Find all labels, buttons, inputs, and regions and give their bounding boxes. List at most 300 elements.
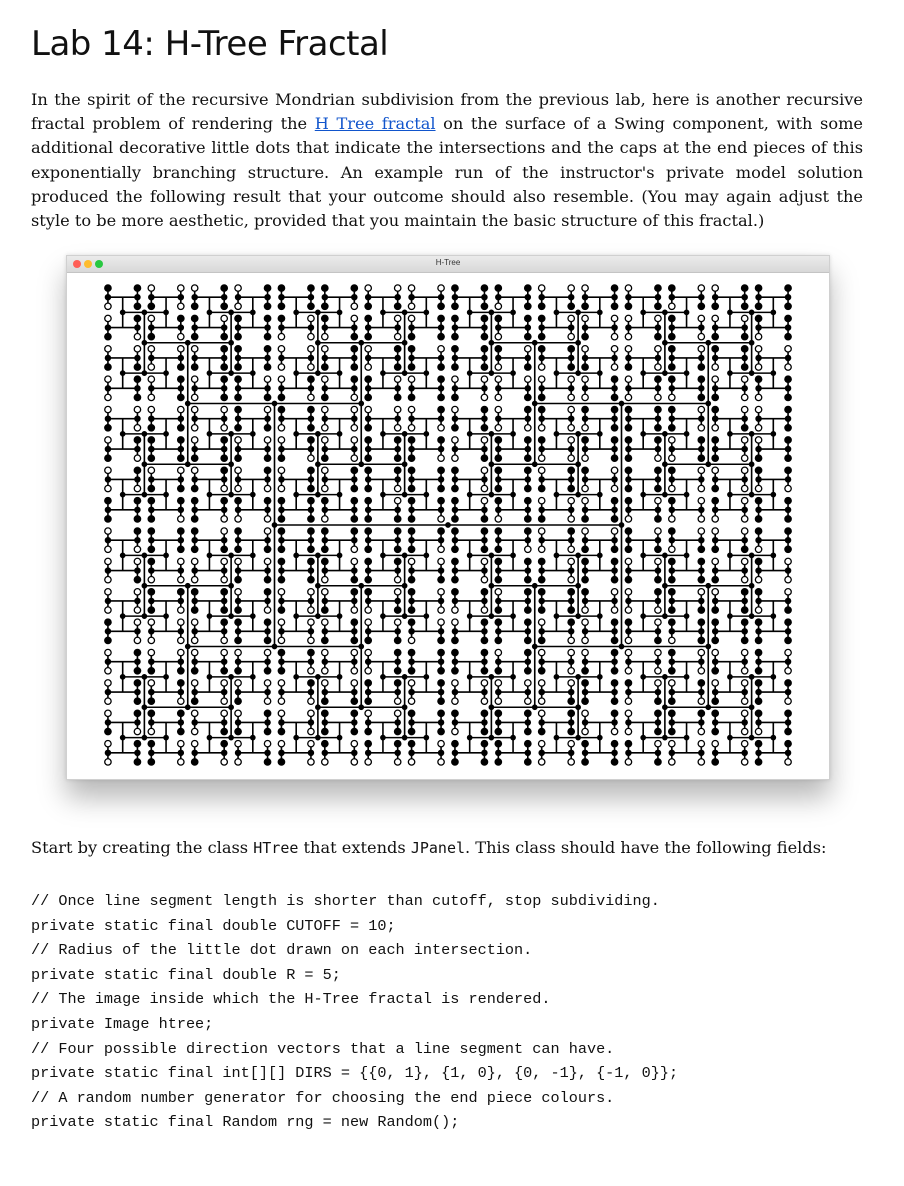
htree-dot-filled xyxy=(438,376,444,382)
htree-dot-filled xyxy=(611,741,617,747)
htree-dot-hollow xyxy=(655,364,661,370)
htree-dot-hollow xyxy=(538,546,544,552)
htree-dot-filled xyxy=(134,498,140,504)
htree-dot-filled xyxy=(149,446,154,451)
htree-dot-filled xyxy=(742,598,747,603)
htree-dot-filled xyxy=(539,295,544,300)
htree-dot-hollow xyxy=(105,649,111,655)
htree-dot-filled xyxy=(222,629,227,634)
htree-dot-filled xyxy=(626,659,631,664)
htree-dot-filled xyxy=(626,750,631,755)
htree-dot-filled xyxy=(655,689,660,694)
htree-dot-filled xyxy=(351,498,357,504)
htree-dot-filled xyxy=(438,386,443,391)
htree-dot-filled xyxy=(669,538,674,543)
htree-dot-filled xyxy=(655,507,660,512)
htree-dot-filled xyxy=(308,295,313,300)
htree-dot-filled xyxy=(489,614,493,618)
htree-dot-hollow xyxy=(351,607,357,613)
htree-dot-filled xyxy=(582,516,588,522)
htree-dot-filled xyxy=(178,295,183,300)
htree-dot-hollow xyxy=(134,346,140,352)
htree-dot-filled xyxy=(625,364,631,370)
htree-dot-filled xyxy=(352,568,357,573)
htree-dot-filled xyxy=(496,355,501,360)
htree-dot-hollow xyxy=(178,406,184,412)
htree-dot-hollow xyxy=(582,315,588,321)
htree-dot-filled xyxy=(149,325,154,330)
htree-dot-filled xyxy=(756,446,761,451)
htree-dot-filled xyxy=(438,485,444,491)
htree-dot-filled xyxy=(322,607,328,613)
htree-dot-filled xyxy=(272,401,276,405)
htree-dot-hollow xyxy=(105,303,111,309)
htree-dot-filled xyxy=(699,295,704,300)
htree-dot-hollow xyxy=(698,649,704,655)
htree-dot-filled xyxy=(351,364,357,370)
htree-dot-filled xyxy=(452,659,457,664)
htree-dot-hollow xyxy=(785,346,791,352)
htree-dot-filled xyxy=(148,333,154,339)
htree-dot-filled xyxy=(611,425,617,431)
htree-dot-hollow xyxy=(655,680,661,686)
htree-dot-filled xyxy=(684,432,688,436)
htree-dot-hollow xyxy=(394,710,400,716)
htree-dot-filled xyxy=(741,303,747,309)
htree-dot-filled xyxy=(366,507,371,512)
htree-dot-filled xyxy=(611,759,617,765)
htree-dot-filled xyxy=(669,689,674,694)
htree-dot-filled xyxy=(452,750,457,755)
htree-dot-filled xyxy=(625,455,631,461)
htree-dot-filled xyxy=(452,485,458,491)
htree-dot-filled xyxy=(381,675,385,679)
window-title: H-Tree xyxy=(435,258,461,267)
htree-dot-filled xyxy=(164,675,168,679)
htree-dot-filled xyxy=(135,355,140,360)
htree-dot-filled xyxy=(365,528,371,534)
htree-dot-filled xyxy=(235,598,240,603)
htree-dot-filled xyxy=(538,303,544,309)
htree-dot-hollow xyxy=(495,680,501,686)
htree-dot-filled xyxy=(105,455,111,461)
htree-dot-hollow xyxy=(755,546,761,552)
htree-dot-filled xyxy=(322,546,328,552)
htree-dot-hollow xyxy=(712,528,718,534)
intro-paragraph xyxy=(31,88,863,233)
htree-dot-filled xyxy=(251,492,255,496)
htree-dot-hollow xyxy=(235,589,241,595)
htree-dot-filled xyxy=(481,589,487,595)
htree-dot-filled xyxy=(294,614,298,618)
htree-dot-hollow xyxy=(264,649,270,655)
htree-dot-hollow xyxy=(178,333,184,339)
htree-dot-filled xyxy=(191,498,197,504)
htree-dot-filled xyxy=(569,659,574,664)
htree-dot-filled xyxy=(569,629,574,634)
htree-dot-hollow xyxy=(755,346,761,352)
htree-dot-filled xyxy=(365,485,371,491)
htree-dot-filled xyxy=(164,310,168,314)
htree-dot-filled xyxy=(222,477,227,482)
htree-dot-filled xyxy=(408,364,414,370)
htree-dot-filled xyxy=(742,386,747,391)
htree-dot-filled xyxy=(221,303,227,309)
htree-dot-filled xyxy=(366,295,371,300)
htree-dot-filled xyxy=(322,598,327,603)
htree-dot-hollow xyxy=(191,394,197,400)
htree-dot-filled xyxy=(554,310,558,314)
htree-dot-filled xyxy=(366,446,371,451)
htree-dot-filled xyxy=(641,371,645,375)
htree-dot-filled xyxy=(402,705,406,709)
htree-dot-hollow xyxy=(178,607,184,613)
htree-dot-hollow xyxy=(712,364,718,370)
htree-dot-filled xyxy=(229,310,233,314)
htree-dot-hollow xyxy=(741,649,747,655)
htree-dot-filled xyxy=(525,446,530,451)
htree-dot-filled xyxy=(452,325,457,330)
htree-dot-hollow xyxy=(625,607,631,613)
htree-dot-filled xyxy=(495,576,501,582)
htree-dot-filled xyxy=(279,477,284,482)
htree-dot-filled xyxy=(582,477,587,482)
htree-dot-filled xyxy=(755,315,761,321)
htree-dot-filled xyxy=(308,355,313,360)
htree-dot-filled xyxy=(728,675,732,679)
htree-dot-filled xyxy=(409,416,414,421)
htree-dot-filled xyxy=(408,467,414,473)
htree-dot-filled xyxy=(525,759,531,765)
htree-dot-hollow xyxy=(785,576,791,582)
htree-dot-filled xyxy=(438,498,444,504)
htree-dot-filled xyxy=(351,637,357,643)
htree-dot-filled xyxy=(395,355,400,360)
htree-dot-filled xyxy=(142,371,146,375)
htree-dot-filled xyxy=(582,437,588,443)
htree-dot-filled xyxy=(229,705,233,709)
htree-dot-filled xyxy=(178,315,184,321)
htree-dot-hollow xyxy=(322,437,328,443)
htree-dot-filled xyxy=(381,371,385,375)
htree-dot-filled xyxy=(438,680,444,686)
htree-dot-filled xyxy=(785,467,791,473)
htree-dot-filled xyxy=(496,538,501,543)
htree-dot-filled xyxy=(655,546,661,552)
htree-dot-filled xyxy=(207,735,211,739)
htree-dot-filled xyxy=(582,589,588,595)
htree-dot-filled xyxy=(395,446,400,451)
htree-dot-filled xyxy=(120,432,124,436)
htree-dot-filled xyxy=(684,553,688,557)
htree-dot-filled xyxy=(294,432,298,436)
htree-dot-filled xyxy=(525,741,531,747)
htree-dot-hollow xyxy=(582,528,588,534)
htree-dot-hollow xyxy=(105,589,111,595)
htree-dot-filled xyxy=(452,629,457,634)
htree-dot-hollow xyxy=(452,376,458,382)
htree-dot-filled xyxy=(105,355,110,360)
htree-dot-filled xyxy=(438,467,444,473)
htree-dot-filled xyxy=(365,558,371,564)
htree-dot-filled xyxy=(612,477,617,482)
htree-dot-filled xyxy=(148,546,154,552)
htree-dot-hollow xyxy=(582,346,588,352)
htree-dot-filled xyxy=(337,614,341,618)
htree-dot-filled xyxy=(611,637,617,643)
htree-dot-hollow xyxy=(308,710,314,716)
htree-dot-filled xyxy=(395,689,400,694)
htree-dot-filled xyxy=(178,394,184,400)
htree-dot-hollow xyxy=(712,741,718,747)
htree-dot-filled xyxy=(278,498,284,504)
htree-dot-filled xyxy=(539,477,544,482)
htree-dot-hollow xyxy=(568,437,574,443)
htree-dot-filled xyxy=(525,416,530,421)
htree-dot-filled xyxy=(582,446,587,451)
htree-dot-filled xyxy=(712,406,718,412)
htree-dot-filled xyxy=(511,735,515,739)
htree-dot-filled xyxy=(149,477,154,482)
htree-dot-filled xyxy=(698,576,704,582)
htree-dot-filled xyxy=(438,325,443,330)
htree-dot-filled xyxy=(265,477,270,482)
htree-dot-filled xyxy=(569,355,574,360)
htree-dot-filled xyxy=(539,446,544,451)
htree-dot-filled xyxy=(452,425,458,431)
htree-dot-filled xyxy=(481,619,487,625)
htree-dot-hollow xyxy=(278,437,284,443)
htree-dot-filled xyxy=(365,425,371,431)
htree-dot-filled xyxy=(712,710,718,716)
class-name-jpanel: JPanel xyxy=(410,839,466,857)
htree-dot-filled xyxy=(576,310,580,314)
htree-dot-hollow xyxy=(408,759,414,765)
h-tree-fractal-link[interactable]: H Tree fractal xyxy=(314,114,436,134)
htree-dot-hollow xyxy=(568,576,574,582)
htree-dot-filled xyxy=(105,629,110,634)
htree-dot-filled xyxy=(395,598,400,603)
htree-dot-hollow xyxy=(655,741,661,747)
htree-dot-hollow xyxy=(481,558,487,564)
htree-dot-filled xyxy=(598,492,602,496)
htree-dot-filled xyxy=(308,406,314,412)
htree-dot-filled xyxy=(322,315,328,321)
htree-dot-filled xyxy=(278,759,284,765)
htree-dot-filled xyxy=(663,341,667,345)
htree-dot-hollow xyxy=(495,649,501,655)
htree-dot-hollow xyxy=(221,315,227,321)
htree-dot-filled xyxy=(749,614,753,618)
htree-dot-filled xyxy=(582,333,588,339)
htree-dot-hollow xyxy=(538,680,544,686)
htree-dot-hollow xyxy=(481,437,487,443)
htree-dot-filled xyxy=(352,750,357,755)
htree-dot-filled xyxy=(178,546,184,552)
htree-dot-hollow xyxy=(278,376,284,382)
htree-dot-filled xyxy=(712,485,718,491)
htree-dot-hollow xyxy=(712,315,718,321)
htree-dot-filled xyxy=(612,507,617,512)
htree-dot-hollow xyxy=(235,649,241,655)
htree-dot-hollow xyxy=(105,680,111,686)
code-block xyxy=(31,889,678,1135)
htree-dot-hollow xyxy=(495,589,501,595)
htree-dot-filled xyxy=(525,295,530,300)
htree-dot-filled xyxy=(669,346,675,352)
htree-dot-filled xyxy=(538,437,544,443)
htree-dot-hollow xyxy=(264,607,270,613)
htree-dot-filled xyxy=(365,741,371,747)
htree-dot-hollow xyxy=(191,619,197,625)
htree-dot-filled xyxy=(409,568,414,573)
htree-dot-filled xyxy=(582,598,587,603)
htree-dot-hollow xyxy=(221,576,227,582)
htree-dot-hollow xyxy=(365,668,371,674)
htree-dot-hollow xyxy=(221,558,227,564)
htree-dot-filled xyxy=(279,568,284,573)
htree-dot-filled xyxy=(538,589,544,595)
htree-dot-filled xyxy=(525,406,531,412)
htree-dot-filled xyxy=(142,341,146,345)
htree-dot-filled xyxy=(235,659,240,664)
htree-dot-filled xyxy=(625,425,631,431)
htree-dot-filled xyxy=(482,568,487,573)
htree-dot-filled xyxy=(365,576,371,582)
htree-dot-filled xyxy=(272,523,276,527)
htree-dot-hollow xyxy=(278,619,284,625)
htree-dot-hollow xyxy=(438,589,444,595)
htree-dot-filled xyxy=(481,759,487,765)
htree-dot-hollow xyxy=(221,516,227,522)
htree-dot-hollow xyxy=(105,546,111,552)
htree-dot-filled xyxy=(359,584,363,588)
htree-dot-filled xyxy=(706,462,710,466)
htree-dot-hollow xyxy=(105,437,111,443)
htree-dot-hollow xyxy=(191,376,197,382)
htree-dot-hollow xyxy=(625,315,631,321)
htree-dot-filled xyxy=(365,303,371,309)
htree-dot-hollow xyxy=(264,528,270,534)
htree-dot-filled xyxy=(525,538,530,543)
htree-dot-filled xyxy=(598,553,602,557)
htree-dot-filled xyxy=(221,285,227,291)
htree-dot-hollow xyxy=(495,376,501,382)
htree-dot-filled xyxy=(785,315,791,321)
htree-dot-filled xyxy=(395,629,400,634)
htree-dot-filled xyxy=(669,416,674,421)
htree-dot-hollow xyxy=(365,607,371,613)
htree-dot-filled xyxy=(438,416,443,421)
htree-dot-filled xyxy=(308,376,314,382)
htree-dot-hollow xyxy=(134,485,140,491)
htree-dot-hollow xyxy=(785,364,791,370)
htree-dot-filled xyxy=(684,675,688,679)
htree-dot-filled xyxy=(582,467,588,473)
htree-dot-hollow xyxy=(178,698,184,704)
htree-dot-filled xyxy=(438,659,443,664)
htree-dot-filled xyxy=(525,629,530,634)
htree-dot-filled xyxy=(626,416,631,421)
htree-dot-hollow xyxy=(669,680,675,686)
htree-dot-filled xyxy=(576,553,580,557)
htree-dot-filled xyxy=(482,295,487,300)
htree-dot-filled xyxy=(482,659,487,664)
htree-dot-filled xyxy=(496,598,501,603)
htree-dot-filled xyxy=(409,355,414,360)
htree-dot-filled xyxy=(135,477,140,482)
htree-dot-filled xyxy=(452,467,458,473)
htree-dot-filled xyxy=(569,689,574,694)
htree-dot-filled xyxy=(481,741,487,747)
htree-dot-filled xyxy=(568,728,574,734)
htree-dot-filled xyxy=(394,741,400,747)
htree-dot-filled xyxy=(525,589,531,595)
htree-dot-filled xyxy=(655,467,661,473)
htree-dot-filled xyxy=(612,568,617,573)
htree-dot-filled xyxy=(265,538,270,543)
htree-dot-filled xyxy=(149,750,154,755)
htree-dot-filled xyxy=(728,614,732,618)
htree-dot-filled xyxy=(669,629,674,634)
htree-dot-filled xyxy=(366,538,371,543)
htree-dot-filled xyxy=(251,432,255,436)
code-line: // Once line segment length is shorter than cutoff, stop subdividing. xyxy=(31,892,660,910)
lead-text-middle: that extends xyxy=(298,838,411,857)
htree-dot-filled xyxy=(511,614,515,618)
htree-dot-hollow xyxy=(669,455,675,461)
htree-dot-hollow xyxy=(221,680,227,686)
htree-dot-filled xyxy=(191,668,197,674)
htree-dot-filled xyxy=(495,485,501,491)
htree-dot-hollow xyxy=(438,285,444,291)
htree-dot-hollow xyxy=(278,710,284,716)
htree-dot-filled xyxy=(625,437,631,443)
htree-dot-hollow xyxy=(452,680,458,686)
htree-dot-hollow xyxy=(105,315,111,321)
htree-dot-hollow xyxy=(394,406,400,412)
htree-dot-filled xyxy=(495,637,501,643)
htree-dot-filled xyxy=(192,507,197,512)
htree-dot-filled xyxy=(105,659,110,664)
htree-dot-hollow xyxy=(264,376,270,382)
htree-dot-filled xyxy=(626,598,631,603)
htree-dot-filled xyxy=(402,432,406,436)
htree-dot-filled xyxy=(366,477,371,482)
htree-dot-filled xyxy=(482,538,487,543)
htree-dot-filled xyxy=(279,416,284,421)
htree-dot-filled xyxy=(741,364,747,370)
htree-dot-hollow xyxy=(278,485,284,491)
htree-dot-filled xyxy=(713,446,718,451)
htree-dot-filled xyxy=(164,614,168,618)
htree-dot-filled xyxy=(235,619,241,625)
htree-dot-hollow xyxy=(191,649,197,655)
htree-dot-hollow xyxy=(148,637,154,643)
htree-dot-hollow xyxy=(525,698,531,704)
htree-dot-filled xyxy=(408,528,414,534)
htree-dot-filled xyxy=(359,644,363,648)
htree-dot-filled xyxy=(395,477,400,482)
htree-dot-hollow xyxy=(235,485,241,491)
htree-dot-hollow xyxy=(625,376,631,382)
htree-dot-filled xyxy=(366,750,371,755)
htree-dot-hollow xyxy=(655,455,661,461)
htree-dot-filled xyxy=(712,333,718,339)
htree-dot-filled xyxy=(191,455,197,461)
htree-dot-hollow xyxy=(408,637,414,643)
htree-dot-hollow xyxy=(698,528,704,534)
